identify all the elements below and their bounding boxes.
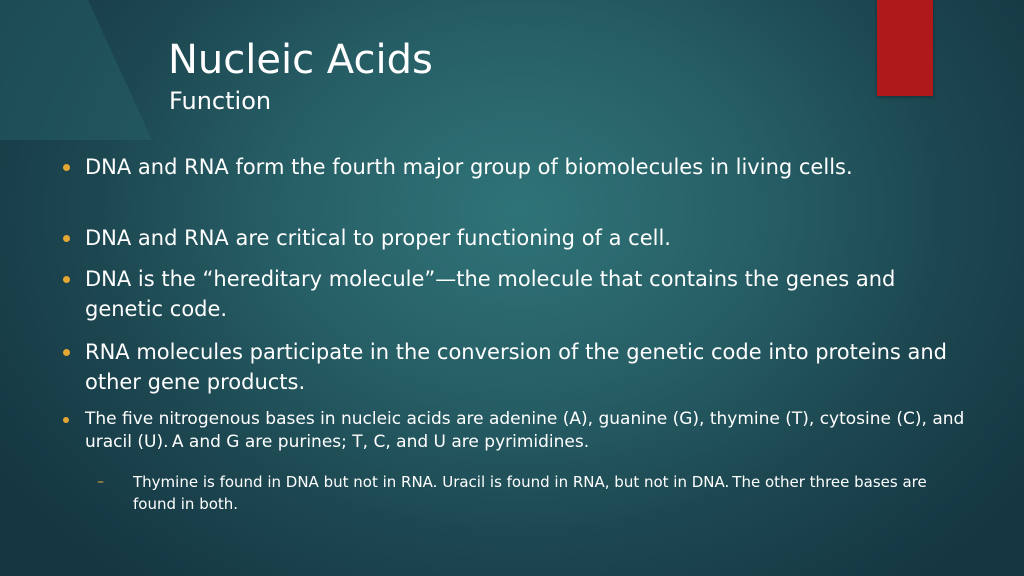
red-accent-tab: [877, 0, 933, 96]
bullet-dot-icon: [63, 349, 70, 356]
bullet-item: [85, 264, 965, 324]
bullet-item: [85, 223, 965, 253]
bullet-dot-icon: [63, 276, 70, 283]
bullet-item: [85, 152, 965, 182]
sub-bullet-text: Thymine is found in DNA but not in RNA. Uracil is found in RNA, but not in DNA. The other three bases are found in both.: [133, 473, 927, 513]
dash-marker-icon: –: [97, 474, 104, 490]
bullet-text: DNA is the “hereditary molecule”—the molecule that contains the genes and genetic code.: [85, 267, 896, 321]
bullet-text: DNA and RNA are critical to proper functioning of a cell.: [85, 226, 671, 250]
bullet-dot-icon: [63, 235, 70, 242]
slide-subtitle: Function: [169, 87, 272, 115]
decorative-arrow-shape: [0, 0, 160, 140]
bullet-text: DNA and RNA form the fourth major group of biomolecules in living cells.: [85, 155, 853, 179]
bullet-text: RNA molecules participate in the conversion of the genetic code into proteins and other gene products.: [85, 340, 948, 394]
bullet-item: [85, 408, 985, 454]
slide-title: Nucleic Acids: [168, 37, 433, 83]
bullet-dot-icon: [63, 417, 69, 423]
bullet-item: [85, 337, 965, 397]
bullet-text: The five nitrogenous bases in nucleic acids are adenine (A), guanine (G), thymine (T), cytosine (C), and uracil (U). A and G are purines; T, C, and U are pyrimidines.: [85, 409, 965, 452]
bullet-dot-icon: [63, 164, 70, 171]
sub-bullet-item: [97, 471, 973, 515]
